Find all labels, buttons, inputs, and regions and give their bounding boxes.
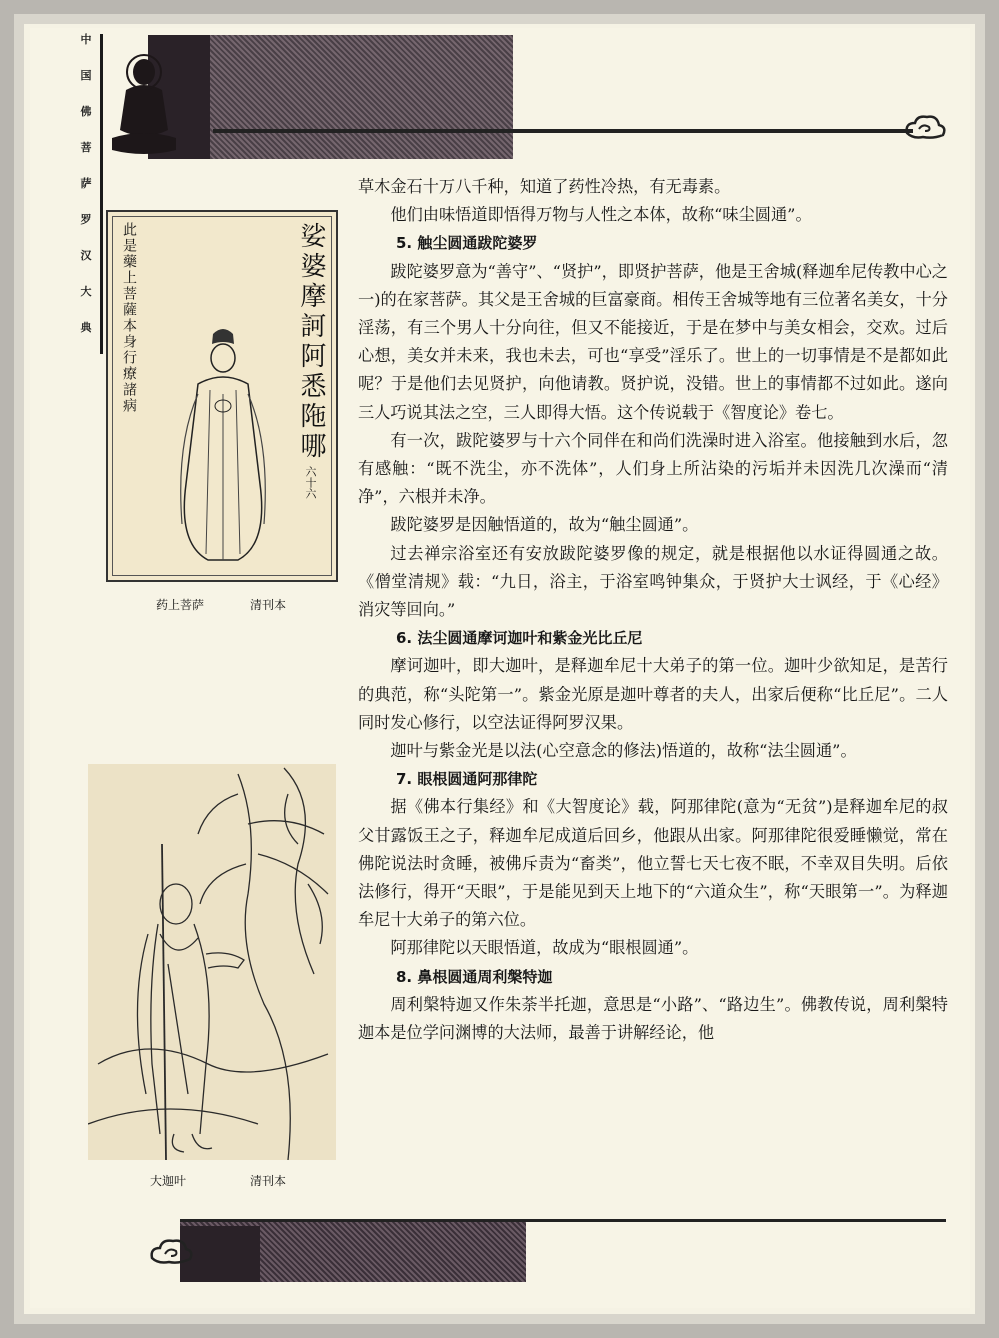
paragraph: 周利槃特迦又作朱荼半托迦，意思是“小路”、“路边生”。佛教传说，周利槃特迦本是位学问渊博的大法师，最善于讲解经论，他: [358, 994, 948, 1043]
illustration-vertical-note: 此是藥上菩薩本身行療諸病: [121, 222, 137, 414]
series-char: 罗: [80, 213, 92, 226]
body-text: [358, 173, 948, 1047]
illustration-mahakasyapa: [88, 764, 336, 1160]
series-char: 典: [80, 321, 92, 334]
paragraph: 他们由味悟道即悟得万物与人性之本体，故称“味尘圆通”。: [390, 205, 812, 225]
section-heading: 5. 触尘圆通跋陀婆罗: [396, 234, 538, 253]
paragraph: 过去禅宗浴室还有安放跋陀婆罗像的规定，就是根据他以水证得圆通之故。《僧堂清规》载：“九日，浴主，于浴室鸣钟集众，于贤护大士讽经，于《心经》消灾等回向。”: [358, 543, 948, 620]
caption-source: 清刊本: [250, 598, 287, 612]
illustration-vertical-title: 娑婆摩訶阿悉陁哪: [296, 222, 326, 462]
series-char: 菩: [80, 141, 92, 154]
caption-name: 药上菩萨: [156, 598, 205, 612]
series-char: 国: [80, 69, 92, 82]
illustration-vertical-number: 六十六: [304, 466, 317, 499]
paragraph: 草木金石十万八千种，知道了药性冷热，有无毒素。: [358, 177, 731, 196]
series-char: 佛: [80, 105, 92, 118]
paragraph: 跋陀婆罗是因触悟道的，故为“触尘圆通”。: [390, 515, 699, 535]
bodhisattva-figure-icon: [168, 324, 278, 564]
series-char: 汉: [80, 249, 92, 262]
paragraph: 跋陀婆罗意为“善守”、“贤护”，即贤护菩萨，他是王舍城(释迦牟尼传教中心之一)的在家菩萨。其父是王舍城的巨富豪商。相传王舍城等地有三位著名美女，十分淫荡，有三个男人十分向往，但又不能接近，于是在梦中与美女相会，交欢。过后心想，美女并未来，我也未去，可也“享受”淫乐了。世上的一切事情是不是都如此呢？于是他们去见贤护，向他请教。贤护说，没错。世上的事情都不过如此。遂向三人巧说其法之空，三人即得大悟。这个传说载于《智度论》卷七。: [358, 261, 948, 422]
section-heading: 7. 眼根圆通阿那律陀: [396, 770, 538, 789]
paragraph: 摩诃迦叶，即大迦叶，是释迦牟尼十大弟子的第一位。迦叶少欲知足，是苦行的典范，称“头陀第一”。紫金光原是迦叶尊者的夫人，出家后便称“比丘尼”。二人同时发心修行，以空法证得阿罗汉果。: [358, 656, 948, 732]
paragraph: 阿那律陀以天眼悟道，故成为“眼根圆通”。: [390, 938, 699, 958]
header-rule: [213, 129, 913, 133]
paragraph: 据《佛本行集经》和《大智度论》载，阿那律陀(意为“无贫”)是释迦牟尼的叔父甘露饭王之子，释迦牟尼成道后回乡，他跟从出家。阿那律陀很爱睡懒觉，常在佛陀说法时贪睡，被佛斥责为“畜类”，他立誓七天七夜不眠，不幸双目失明。后依法修行，得开“天眼”，于是能见到天上地下的“六道众生”，称“天眼第一”。为释迦牟尼十大弟子的第六位。: [358, 797, 948, 930]
cloud-ornament-icon: [903, 113, 947, 141]
caption-name: 大迦叶: [150, 1174, 187, 1188]
paragraph: 迦叶与紫金光是以法(心空意念的修法)悟道的，故称“法尘圆通”。: [390, 741, 857, 761]
series-char: 萨: [80, 177, 92, 190]
section-heading: 8. 鼻根圆通周利槃特迦: [396, 967, 553, 986]
caption-source: 清刊本: [250, 1174, 287, 1188]
paragraph: 有一次，跋陀婆罗与十六个同伴在和尚们洗澡时进入浴室。他接触到水后，忽有感触：“既不洗尘，亦不洗体”，人们身上所沾染的污垢并未因洗几次澡而“清净”，六根并未净。: [358, 430, 948, 507]
illustration-yaoshang-bodhisattva: [106, 210, 338, 582]
cloud-ornament-icon: [148, 1236, 194, 1266]
header-buddha-silhouette-icon: [104, 50, 184, 160]
series-char: 中: [80, 33, 92, 46]
series-char: 大: [80, 285, 92, 298]
mahakasyapa-figure-icon: [88, 764, 336, 1160]
section-heading: 6. 法尘圆通摩诃迦叶和紫金光比丘尼: [396, 629, 643, 648]
series-rule: [100, 34, 103, 354]
series-title-vertical: [76, 34, 96, 333]
